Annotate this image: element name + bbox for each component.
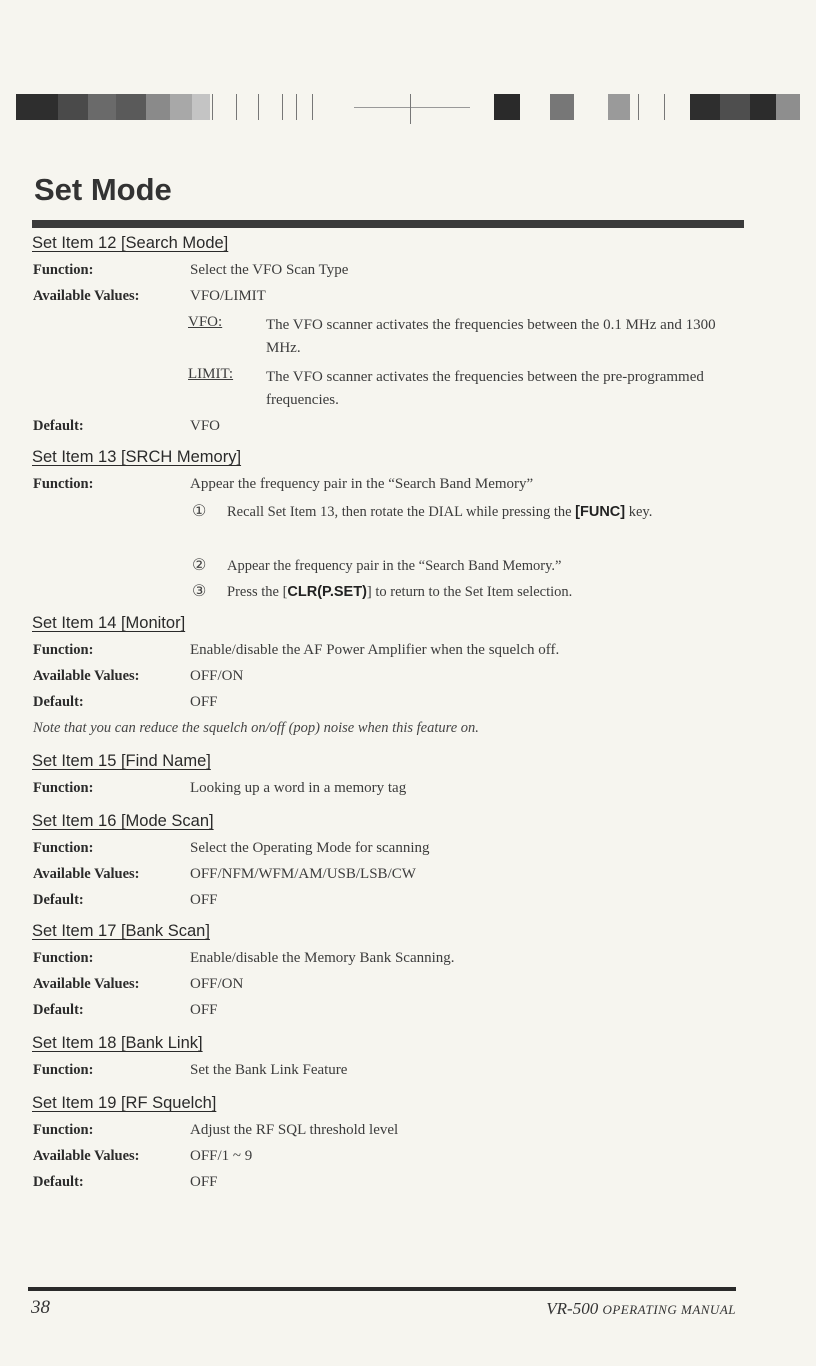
limit-description: The VFO scanner activates the frequencies between the pre-programmed frequencies. <box>266 369 704 408</box>
default-value-16: OFF <box>190 892 218 908</box>
page-title: Set Mode <box>34 172 172 207</box>
manual-title <box>546 1299 736 1319</box>
section-heading-16: Set Item 16 [Mode Scan] <box>32 812 214 830</box>
step-3-pre: Press the [ <box>227 584 288 600</box>
function-label-13: Function: <box>33 476 94 492</box>
step-1-tail: key. <box>628 504 653 520</box>
function-label-14: Function: <box>33 642 94 658</box>
func-key-label: [FUNC] <box>575 504 626 520</box>
function-value-12: Select the VFO Scan Type <box>190 262 349 278</box>
values-value-19: OFF/1 ~ 9 <box>190 1148 253 1164</box>
step-number-2: ② <box>192 557 207 574</box>
vfo-key: VFO: <box>188 314 223 330</box>
section-heading-15: Set Item 15 [Find Name] <box>32 752 211 770</box>
values-label-19: Available Values: <box>33 1148 140 1164</box>
section-heading-13: Set Item 13 [SRCH Memory] <box>32 448 242 466</box>
manual-name: OPERATING MANUAL <box>602 1302 736 1317</box>
section-heading-17: Set Item 17 [Bank Scan] <box>32 922 210 940</box>
step-1 <box>227 501 747 523</box>
decorative-registration-bar <box>0 94 816 124</box>
default-label-17: Default: <box>33 1002 84 1018</box>
footer-rule <box>28 1287 736 1291</box>
step-3-post: ] to return to the Set Item selection. <box>366 584 573 600</box>
values-label-14: Available Values: <box>33 668 140 684</box>
default-label-16: Default: <box>33 892 84 908</box>
section-heading-19: Set Item 19 [RF Squelch] <box>32 1094 217 1112</box>
values-value-14: OFF/ON <box>190 668 244 684</box>
default-value-17: OFF <box>190 1002 218 1018</box>
values-value-17: OFF/ON <box>190 976 244 992</box>
values-label-17: Available Values: <box>33 976 140 992</box>
values-label-12: Available Values: <box>33 288 140 304</box>
section-heading-12: Set Item 12 [Search Mode] <box>32 234 229 252</box>
values-label-16: Available Values: <box>33 866 140 882</box>
step-2: Appear the frequency pair in the “Search Band Memory.” <box>227 558 562 574</box>
function-value-15: Looking up a word in a memory tag <box>190 780 407 796</box>
section-heading-18: Set Item 18 [Bank Link] <box>32 1034 203 1052</box>
function-value-13: Appear the frequency pair in the “Search Band Memory” <box>190 476 534 492</box>
default-value-19: OFF <box>190 1174 218 1190</box>
manual-model: VR-500 <box>546 1299 599 1318</box>
clr-key-label: CLR(P.SET) <box>287 584 367 600</box>
function-label-15: Function: <box>33 780 94 796</box>
default-label-12: Default: <box>33 418 84 434</box>
limit-key: LIMIT: <box>188 366 234 382</box>
default-label-14: Default: <box>33 694 84 710</box>
values-value-12: VFO/LIMIT <box>190 288 266 304</box>
step-number-1: ① <box>192 503 207 520</box>
function-label-16: Function: <box>33 840 94 856</box>
function-label-18: Function: <box>33 1062 94 1078</box>
default-value-12: VFO <box>190 418 221 434</box>
function-label-17: Function: <box>33 950 94 966</box>
vfo-description: The VFO scanner activates the frequencies between the 0.1 MHz and 1300 MHz. <box>266 317 716 356</box>
function-value-18: Set the Bank Link Feature <box>190 1062 348 1078</box>
section-heading-14: Set Item 14 [Monitor] <box>32 614 186 632</box>
default-value-14: OFF <box>190 694 218 710</box>
function-label-12: Function: <box>33 262 94 278</box>
function-value-17: Enable/disable the Memory Bank Scanning. <box>190 950 455 966</box>
page-number: 38 <box>31 1297 50 1318</box>
default-label-19: Default: <box>33 1174 84 1190</box>
note-14: Note that you can reduce the squelch on/off (pop) noise when this feature on. <box>33 720 479 736</box>
function-value-14: Enable/disable the AF Power Amplifier when the squelch off. <box>190 642 560 658</box>
values-value-16: OFF/NFM/WFM/AM/USB/LSB/CW <box>190 866 416 882</box>
function-label-19: Function: <box>33 1122 94 1138</box>
step-1-text: Recall Set Item 13, then rotate the DIAL while pressing the <box>227 504 572 520</box>
function-value-19: Adjust the RF SQL threshold level <box>190 1122 399 1138</box>
title-rule <box>32 220 744 228</box>
function-value-16: Select the Operating Mode for scanning <box>190 840 430 856</box>
step-3 <box>227 581 747 603</box>
step-number-3: ③ <box>192 583 207 600</box>
